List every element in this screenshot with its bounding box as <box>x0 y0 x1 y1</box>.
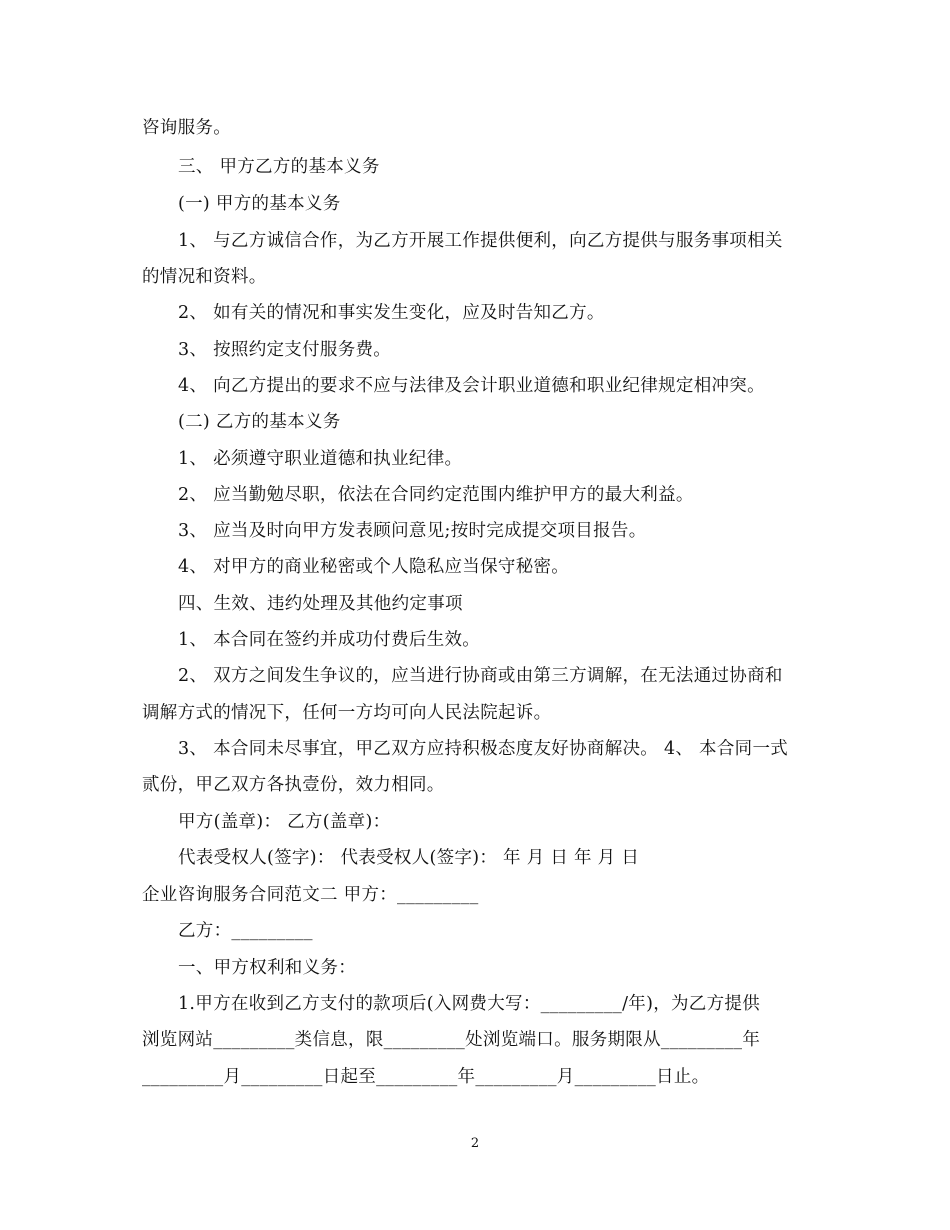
text-line: 4、 向乙方提出的要求不应与法律及会计职业道德和职业纪律规定相冲突。 <box>178 376 765 396</box>
text-line: 2、 应当勤勉尽职，依法在合同约定范围内维护甲方的最大利益。 <box>178 485 694 505</box>
section-heading: 一、甲方权利和义务： <box>178 958 356 978</box>
text-line: 浏览网站_________类信息，限_________处浏览端口。服务期限从_________年 <box>142 1030 761 1050</box>
text-line: 3、 应当及时向甲方发表顾问意见;按时完成提交项目报告。 <box>178 521 647 541</box>
text-line: 2、 双方之间发生争议的，应当进行协商或由第三方调解，在无法通过协商和 <box>178 666 783 686</box>
text-line: 1、 必须遵守职业道德和执业纪律。 <box>178 449 463 469</box>
text-line: 1、 本合同在签约并成功付费后生效。 <box>178 630 481 650</box>
text-line: 咨询服务。 <box>142 118 231 138</box>
text-line: 的情况和资料。 <box>142 267 267 287</box>
text-line: 3、 本合同未尽事宜，甲乙双方应持积极态度友好协商解决。 4、 本合同一式 <box>178 739 789 759</box>
text-line: 4、 对甲方的商业秘密或个人隐私应当保守秘密。 <box>178 557 570 577</box>
text-line: 1.甲方在收到乙方支付的款项后(入网费大写：_________/年)，为乙方提供 <box>178 994 760 1014</box>
document-title-line: 企业咨询服务合同范文二 甲方：_________ <box>142 885 479 905</box>
text-line: 1、 与乙方诚信合作，为乙方开展工作提供便利，向乙方提供与服务事项相关 <box>178 231 783 251</box>
subsection-heading: (二) 乙方的基本义务 <box>178 412 341 432</box>
text-line: 3、 按照约定支付服务费。 <box>178 340 392 360</box>
text-line: _________月_________日起至_________年_________月_________日止。 <box>142 1067 710 1087</box>
text-line: 2、 如有关的情况和事实发生变化，应及时告知乙方。 <box>178 303 605 323</box>
signature-line: 代表受权人(签字)： 代表受权人(签字)： 年 月 日 年 月 日 <box>178 848 640 868</box>
subsection-heading: (一) 甲方的基本义务 <box>178 194 341 214</box>
text-line: 调解方式的情况下，任何一方均可向人民法院起诉。 <box>142 703 552 723</box>
section-heading: 三、 甲方乙方的基本义务 <box>178 157 380 177</box>
text-line: 贰份，甲乙双方各执壹份，效力相同。 <box>142 775 445 795</box>
signature-line: 甲方(盖章)： 乙方(盖章)： <box>178 812 391 832</box>
section-heading: 四、生效、违约处理及其他约定事项 <box>178 594 463 614</box>
page-number: 2 <box>470 1136 480 1151</box>
party-line: 乙方：_________ <box>178 921 313 941</box>
